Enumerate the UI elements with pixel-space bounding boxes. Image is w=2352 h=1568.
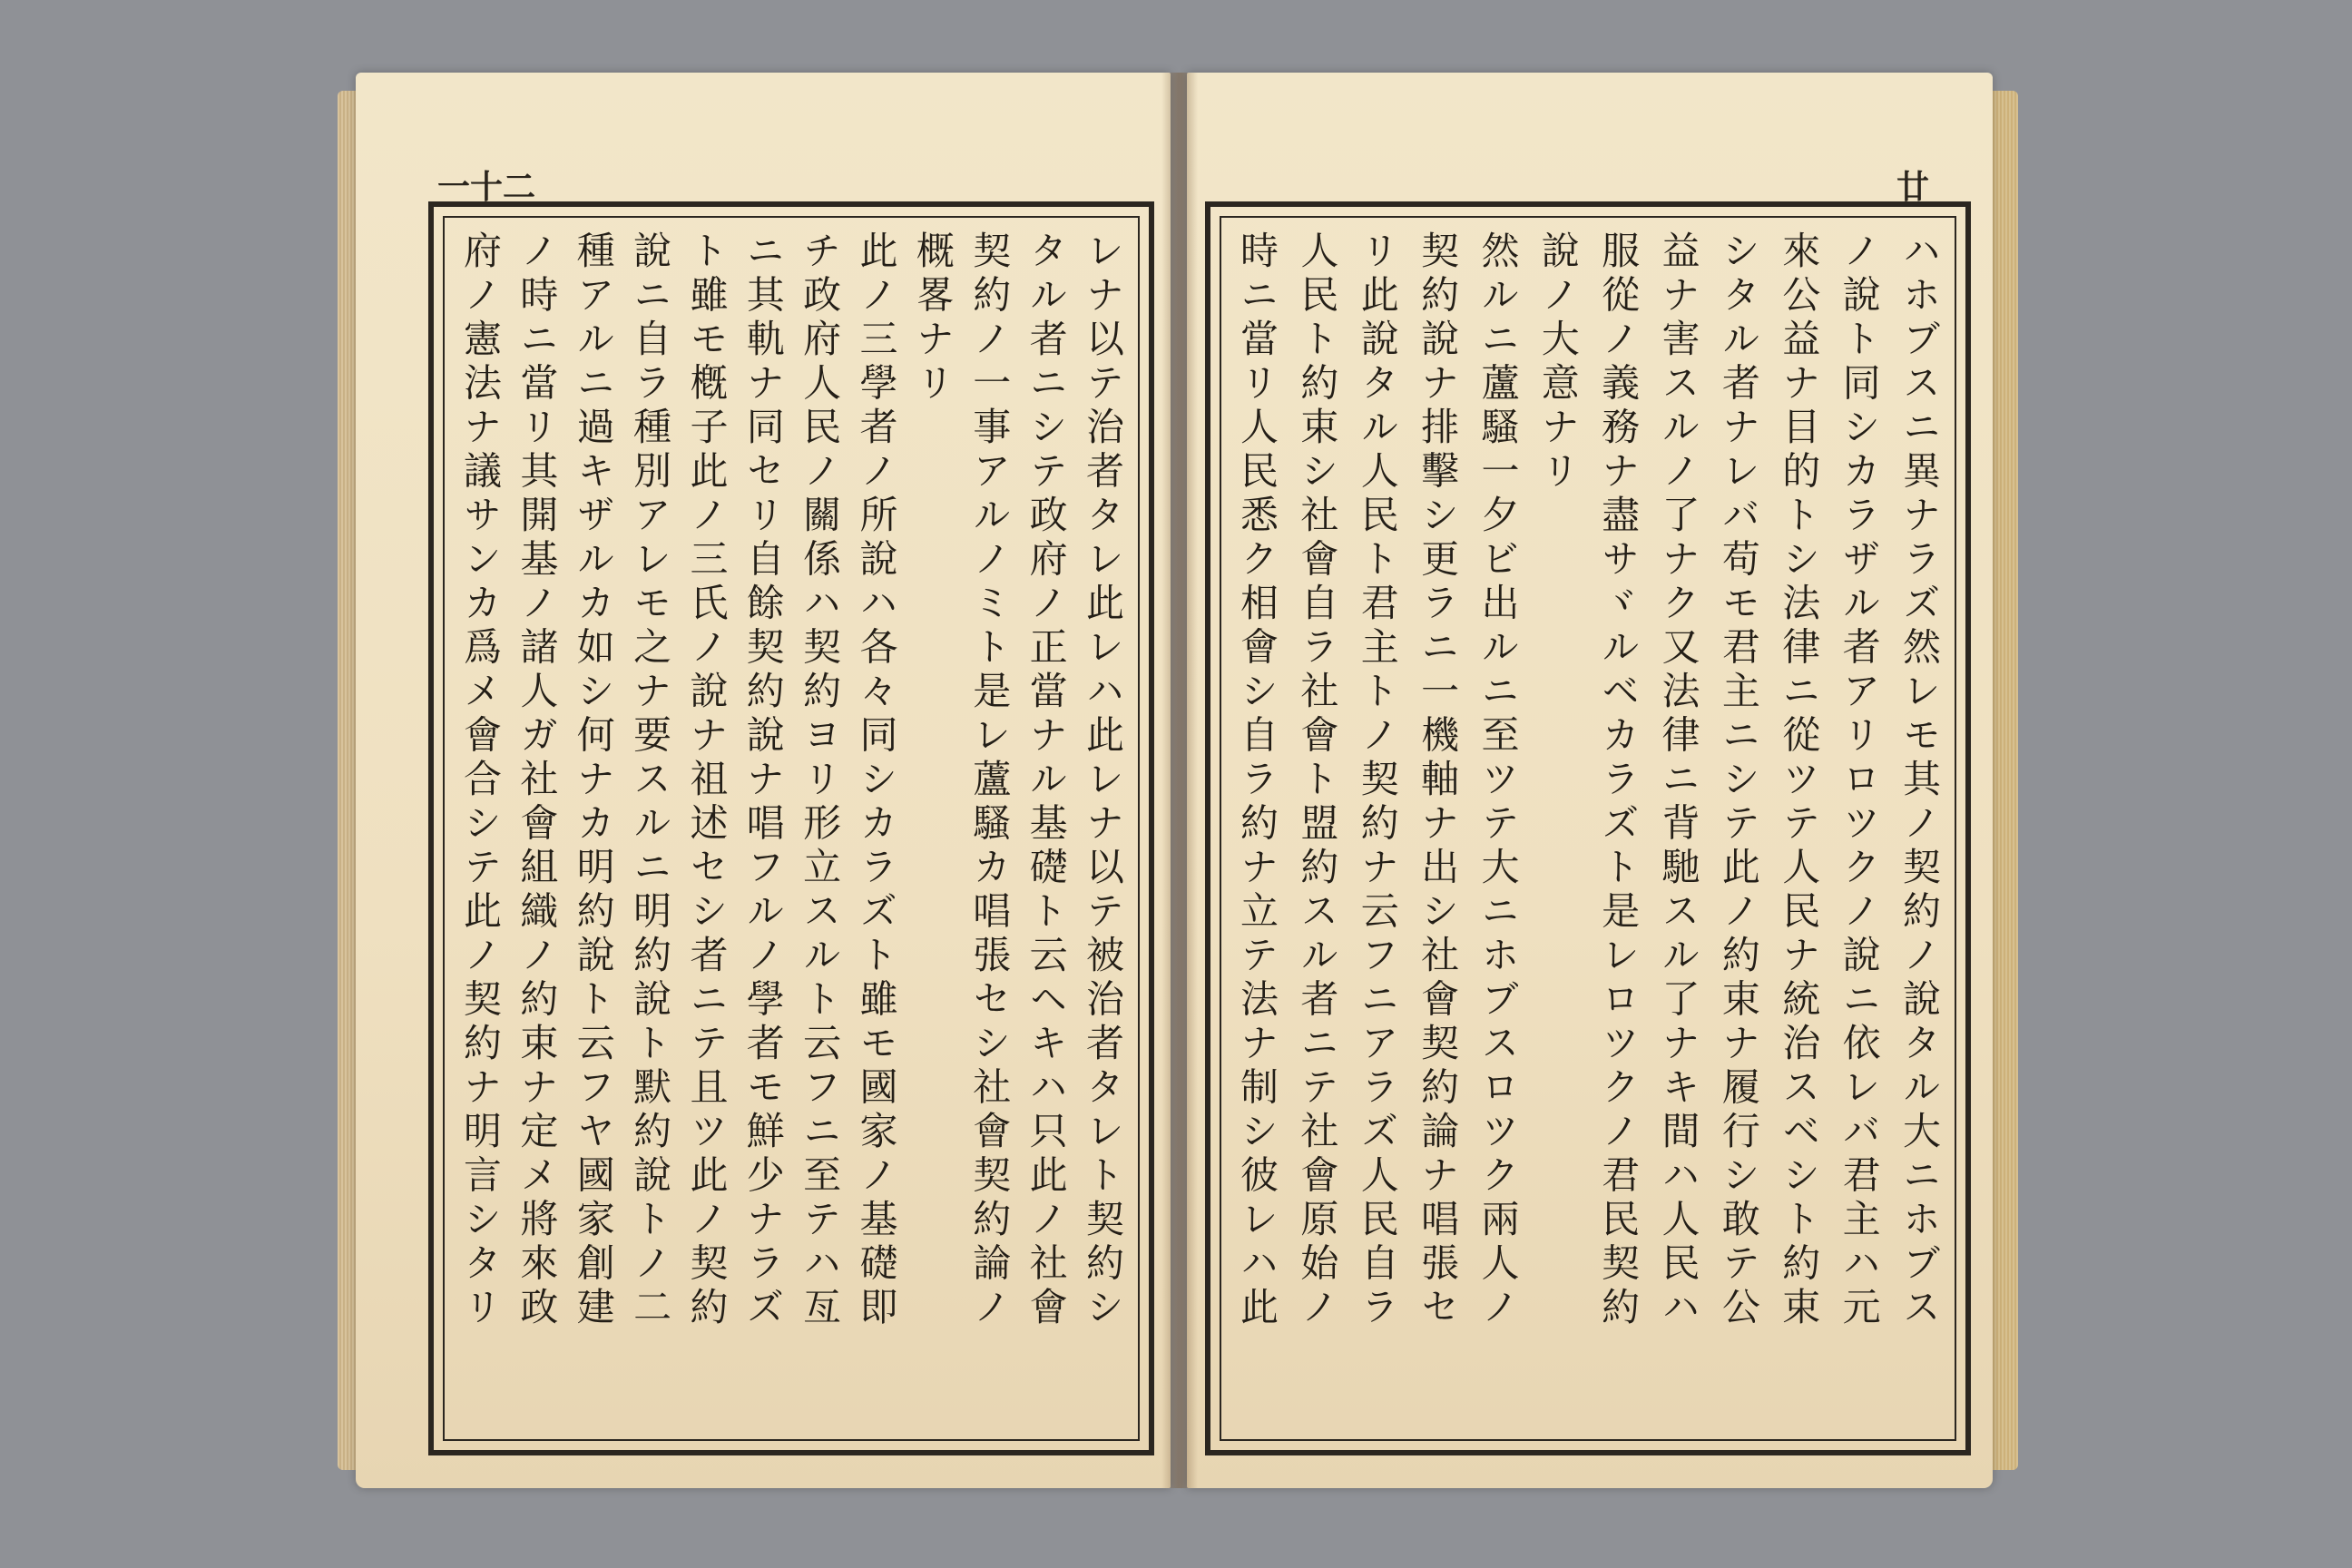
text-column: ノ說ト同シカラザル者アリロツクノ說ニ依レバ君主ハ元: [1837, 230, 1882, 1331]
right-page-number: 廿: [1896, 168, 1929, 206]
right-text-columns: [1235, 230, 1942, 1426]
text-column: 時ニ當リ人民悉ク相會シ自ラ約ナ立テ法ナ制シ彼レハ此: [1235, 230, 1279, 1331]
text-column: 契約ノ一事アルノミト是レ蘆騷カ唱張セシ社會契約論ノ: [967, 230, 1013, 1331]
text-column: チ政府人民ノ關係ハ契約ヨリ形立スルト云フニ至テハ亙: [798, 230, 843, 1331]
text-column: ハホブスニ異ナラズ然レモ其ノ契約ノ說タル大ニホブス: [1896, 230, 1942, 1331]
text-column: 益ナ害スルノ了ナク又法律ニ背馳スル了ナキ間ハ人民ハ: [1656, 230, 1701, 1331]
text-column: ニ其軌ナ同セリ自餘契約說ナ唱フルノ學者モ鮮少ナラズ: [740, 230, 786, 1331]
right-page: [1187, 73, 1993, 1488]
text-column: ト雖モ槪子此ノ三氏ノ說ナ祖述セシ者ニテ且ツ此ノ契約: [684, 230, 730, 1331]
text-column: ノ時ニ當リ其開基ノ諸人ガ社會組織ノ約束ナ定メ將來政: [514, 230, 560, 1331]
text-column: 來公益ナ目的トシ法律ニ從ツテ人民ナ統治スベシト約束: [1777, 230, 1822, 1331]
text-column: 說ノ大意ナリ: [1535, 230, 1581, 495]
text-column: 契約說ナ排擊シ更ラニ一機軸ナ出シ社會契約論ナ唱張セ: [1416, 230, 1461, 1331]
page-edges-right: [1991, 91, 2018, 1470]
text-column: 服從ノ義務ナ盡サヾルベカラズト是レロツクノ君民契約: [1596, 230, 1642, 1331]
text-column: タル者ニシテ政府ノ正當ナル基礎ト云ヘキハ只此ノ社會: [1024, 230, 1069, 1331]
text-column: 種アルニ過キザルカ如シ何ナカ明約說ト云フヤ國家創建: [571, 230, 616, 1331]
book-gutter: [1161, 73, 1198, 1488]
text-column: 然ルニ蘆騷一夕ビ出ルニ至ツテ大ニホブスロツク兩人ノ: [1475, 230, 1521, 1331]
text-column: リ此說タル人民ト君主トノ契約ナ云フニアラズ人民自ラ: [1355, 230, 1400, 1331]
text-column: レナ以テ治者タレ此レハ此レナ以テ被治者タレト契約シ: [1080, 230, 1125, 1331]
open-book: [338, 73, 2018, 1488]
text-column: シタル者ナレバ苟モ君主ニシテ此ノ約束ナ履行シ敢テ公: [1716, 230, 1761, 1331]
left-text-columns: [458, 230, 1125, 1426]
text-column: 概畧ナリ: [910, 230, 956, 407]
text-column: 人民ト約束シ社會自ラ社會ト盟約スル者ニテ社會原始ノ: [1295, 230, 1340, 1331]
left-page-number: 一十二: [437, 168, 536, 206]
text-column: 府ノ憲法ナ議サンカ爲メ會合シテ此ノ契約ナ明言シタリ: [458, 230, 503, 1331]
text-column: 此ノ三學者ノ所說ハ各々同シカラズト雖モ國家ノ基礎即: [854, 230, 899, 1331]
text-column: 說ニ自ラ種別アレモ之ナ要スルニ明約說ト默約說トノ二: [628, 230, 673, 1331]
left-text-frame: [428, 201, 1154, 1455]
right-text-frame: [1205, 201, 1971, 1455]
left-page: [356, 73, 1171, 1488]
